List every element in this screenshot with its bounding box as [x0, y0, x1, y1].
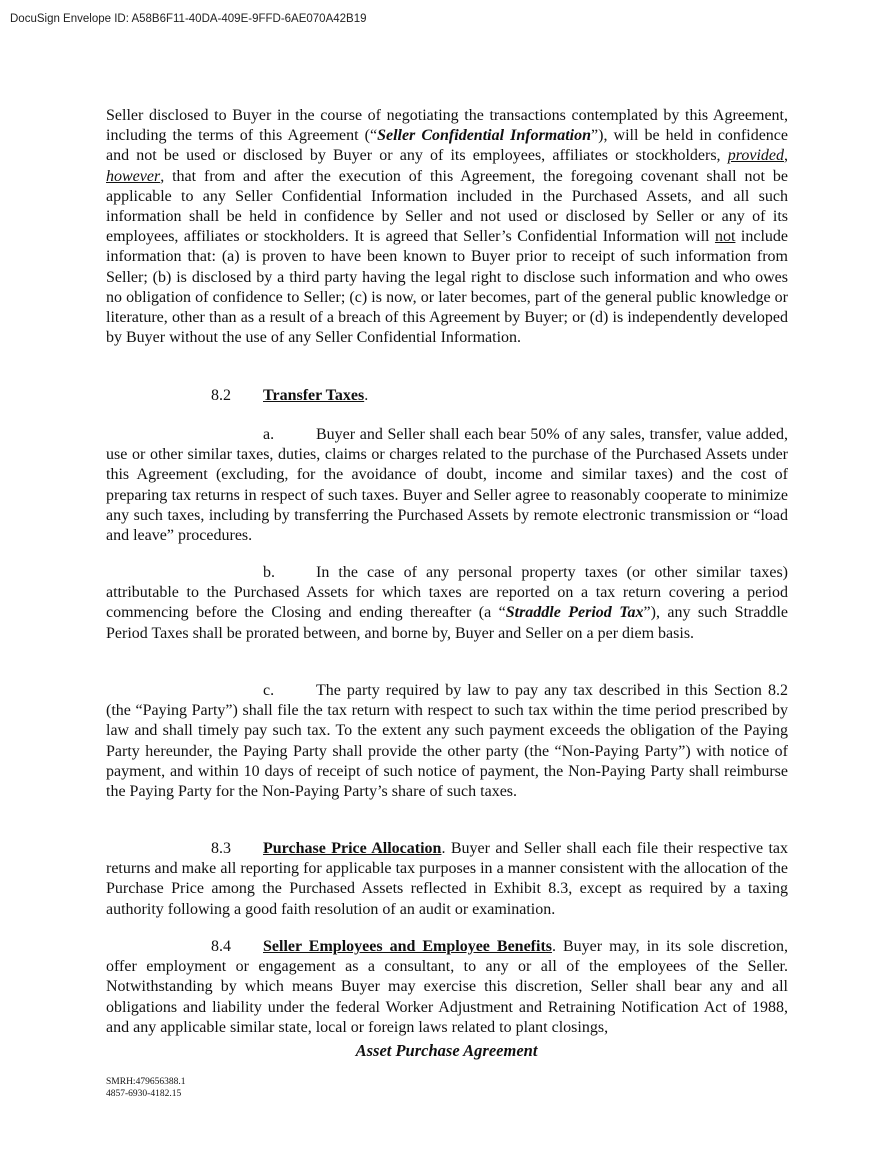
- section-8-2-c-letter: c.: [263, 682, 275, 699]
- p1-text-3: , that from and after the execution of this Agreement, the foregoing covenant shall not be applicable to any Seller Confidential Information included in the Purchased Assets, and all such information shall be held in confidence by Seller and not used or disclosed by Seller or any of its employees, affiliates or stockholders. It is agreed that Seller’s Confidential Information will: [106, 167, 788, 246]
- not-word: not: [714, 228, 736, 246]
- section-8-2-b-text-2: ”), any such Straddle Period Taxes shall be prorated between, and borne by, Buyer and Seller on a per diem basis.: [106, 604, 789, 642]
- defined-term-straddle-period-tax: Straddle Period Tax: [505, 604, 644, 622]
- footer-document-title: Asset Purchase Agreement: [355, 1041, 538, 1060]
- p1-text-4: include information that: (a) is proven to have been known to Buyer prior to receipt of such information from Seller; (b) is disclosed by a third party having the legal right to disclose such information and who owes no obligation of confidence to Seller; (c) is now, or later becomes, part of the general public knowledge or literature, other than as a result of a breach of this Agreement by Buyer; or (d) is independently developed by Buyer without the use of any Seller Confidential Information.: [106, 228, 789, 347]
- confidentiality-paragraph: [106, 106, 788, 348]
- section-8-2-heading: [211, 386, 368, 406]
- section-8-2-a-letter: a.: [263, 426, 275, 443]
- section-8-2-b: [106, 563, 788, 644]
- footer-document-ids: [106, 1076, 185, 1100]
- section-8-2-c-text: The party required by law to pay any tax described in this Section 8.2 (the “Paying Party”) shall file the tax return with respect to such tax within the time period prescribed by law and shall timely pay such tax. To the extent any such payment exceeds the obligation of the Paying Party hereunder, the Paying Party shall provide the other party (the “Non-Paying Party”) with notice of payment, and within 10 days of receipt of such notice of payment, the Non-Paying Party shall reimburse the Paying Party for the Non-Paying Party’s share of such taxes.: [106, 682, 788, 801]
- footer-id-smrh: SMRH:479656388.1: [106, 1077, 186, 1087]
- section-8-2-b-text-1: In the case of any personal property taxes (or other similar taxes) attributable to the Purchased Assets for which taxes are reported on a tax return covering a period commencing before the Closing and ending thereafter (a “: [106, 564, 788, 622]
- section-8-2-period: .: [364, 387, 369, 404]
- however-word: however: [106, 167, 161, 185]
- section-8-2-title: Transfer Taxes: [263, 387, 365, 404]
- defined-term-seller-confidential-information: Seller Confidential Information: [377, 127, 592, 145]
- footer-id-number: 4857-6930-4182.15: [106, 1089, 182, 1099]
- section-8-2-number: 8.2: [211, 387, 231, 404]
- docusign-envelope-id: DocuSign Envelope ID: A58B6F11-40DA-409E-9FFD-6AE070A42B19: [10, 13, 367, 25]
- section-8-2-a: [106, 425, 788, 546]
- section-8-2-a-text: Buyer and Seller shall each bear 50% of any sales, transfer, value added, use or other similar taxes, duties, claims or charges related to the purchase of the Purchased Assets under this Agreement (excluding, for the avoidance of doubt, income and similar taxes) and the cost of preparing tax returns in respect of such taxes. Buyer and Seller agree to reasonably cooperate to minimize any such taxes, including by transferring the Purchased Assets by remote electronic transmission or “load and leave” procedures.: [106, 426, 788, 545]
- section-8-2-c: [106, 681, 788, 802]
- section-8-3-title: Purchase Price Allocation: [263, 840, 442, 857]
- section-8-3: [106, 839, 788, 920]
- section-8-3-text: . Buyer and Seller shall each file their respective tax returns and make all reporting for applicable tax purposes in a manner consistent with the allocation of the Purchase Price among the Purchased Assets reflected in Exhibit 8.3, except as required by a taxing authority following a good faith resolution of an audit or examination.: [106, 840, 789, 918]
- section-8-4-title: Seller Employees and Employee Benefits: [263, 938, 552, 955]
- section-8-4-number: 8.4: [211, 938, 231, 955]
- section-8-4-text: . Buyer may, in its sole discretion, offer employment or engagement as a consultant, to any or all of the employees of the Seller. Notwithstanding by which means Buyer may exercise this discretion, Seller shall bear any and all obligations and liability under the federal Worker Adjustment and Retraining Notification Act of 1988, and any applicable similar state, local or foreign laws related to plant closings,: [106, 938, 788, 1036]
- section-8-4: [106, 937, 788, 1038]
- provided-word: provided: [727, 147, 784, 165]
- section-8-2-b-letter: b.: [263, 564, 275, 581]
- p1-text-2: ”), will be held in confidence and not be used or disclosed by Buyer or any of its employees, affiliates or stockholders,: [106, 127, 789, 165]
- section-8-3-number: 8.3: [211, 840, 231, 857]
- p1-comma: ,: [784, 147, 788, 165]
- p1-text-1: Seller disclosed to Buyer in the course of negotiating the transactions contemplated by this Agreement, including the terms of this Agreement (“: [106, 107, 788, 145]
